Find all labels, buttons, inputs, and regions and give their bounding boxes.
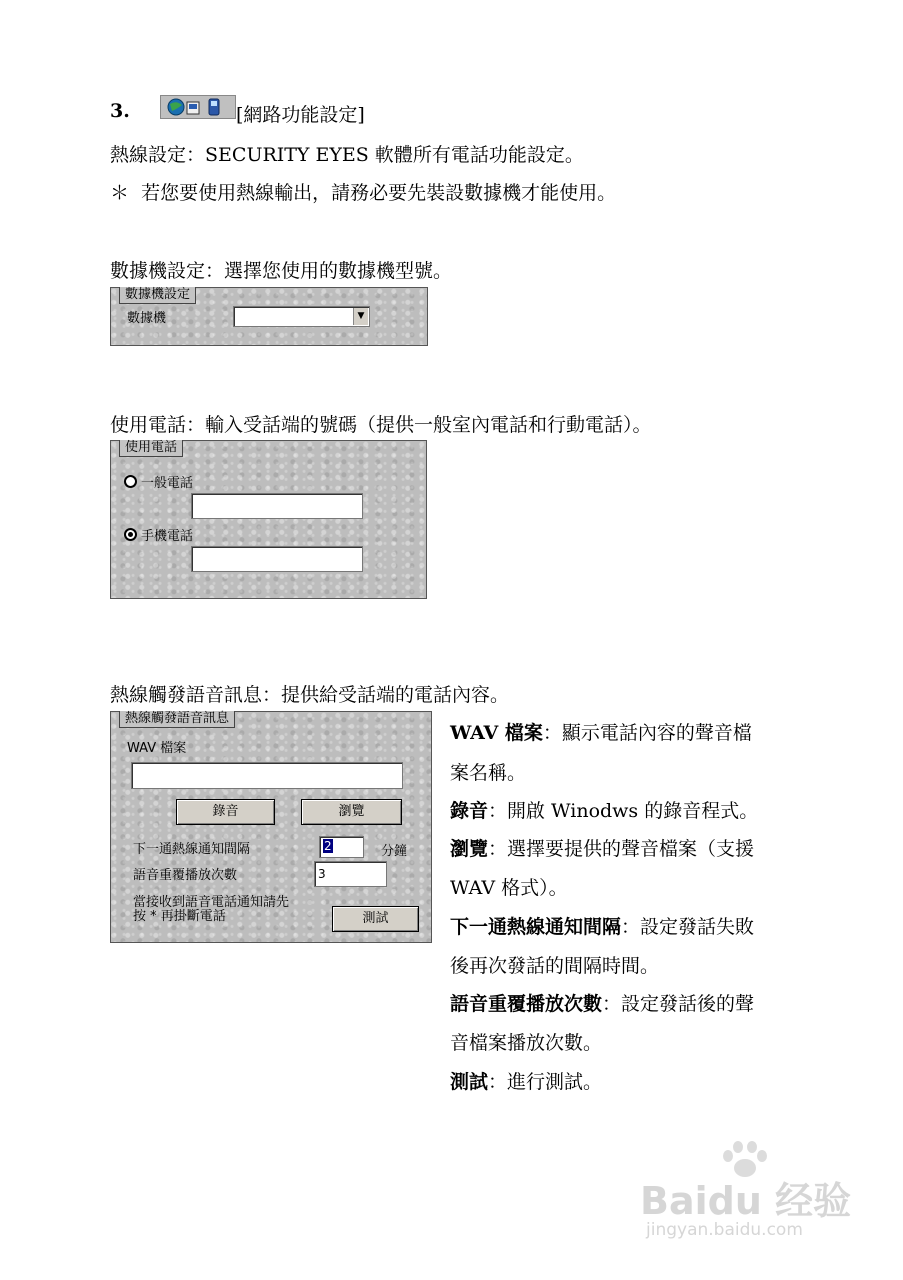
interval-value: 2	[324, 839, 332, 853]
repeat-desc-term: 語音重覆播放次數	[450, 993, 603, 1015]
intro-line	[110, 140, 584, 167]
record-desc-term: 錄音	[450, 800, 489, 822]
intro-label: 熱線設定	[110, 144, 187, 166]
watermark-brand: Baidu 经验	[640, 1179, 852, 1223]
interval-unit: 分鐘	[381, 844, 408, 859]
phone-panel	[110, 440, 427, 599]
voice-caption	[110, 680, 509, 707]
repeat-desc-text1: ：設定發話後的聲	[602, 993, 755, 1015]
repeat-label: 語音重覆播放次數	[133, 868, 238, 883]
interval-input[interactable]	[319, 836, 364, 858]
phone-text: ：輸入受話端的號碼（提供一般室內電話和行動電話）。	[186, 414, 652, 436]
repeat-desc-text2: 音檔案播放次數。	[450, 1032, 603, 1054]
modem-field-label: 數據機	[127, 311, 167, 326]
test-button[interactable]: 測試	[332, 906, 419, 932]
chevron-down-icon[interactable]: ▼	[353, 308, 368, 325]
test-desc-text: ：進行測試。	[488, 1071, 603, 1093]
record-button[interactable]: 錄音	[176, 799, 275, 825]
mobile-input[interactable]	[191, 546, 363, 572]
note-mark: ＊	[110, 182, 130, 204]
browse-desc-text1: ：選擇要提供的聲音檔案（支援	[488, 838, 755, 860]
modem-select[interactable]	[233, 306, 370, 327]
wav-desc-text2: 案名稱。	[450, 762, 527, 784]
modem-text: ：選擇您使用的數據機型號。	[205, 260, 453, 282]
landline-radio[interactable]	[124, 475, 137, 488]
phone-panel-legend: 使用電話	[119, 440, 183, 457]
section-title: [網路功能設定]	[236, 104, 365, 126]
wav-desc-term: WAV 檔案	[450, 722, 543, 744]
browse-button[interactable]: 瀏覽	[301, 799, 402, 825]
modem-caption	[110, 256, 452, 283]
test-desc	[450, 1067, 602, 1094]
hint-line-1: 當接收到語音電話通知請先	[133, 895, 290, 910]
landline-label: 一般電話	[141, 476, 194, 491]
modem-panel-legend: 數據機設定	[119, 287, 196, 304]
phone-caption	[110, 410, 652, 437]
voice-label: 熱線觸發語音訊息	[110, 684, 263, 706]
section-number: 3.	[110, 100, 130, 122]
voice-panel	[110, 711, 432, 943]
mobile-radio[interactable]	[124, 528, 137, 541]
watermark-url: jingyan.baidu.com	[646, 1220, 803, 1240]
record-desc	[450, 796, 758, 823]
wav-desc-line1	[450, 718, 752, 745]
test-desc-term: 測試	[450, 1071, 489, 1093]
record-desc-text: ：開啟 Winodws 的錄音程式。	[488, 800, 759, 822]
note-line	[110, 178, 616, 205]
wav-label: WAV 檔案	[127, 741, 187, 756]
repeat-desc-line1	[450, 989, 754, 1016]
phone-label: 使用電話	[110, 414, 187, 436]
browse-desc-line1	[450, 834, 754, 861]
interval-desc-text1: ：設定發話失敗	[621, 916, 755, 938]
modem-label: 數據機設定	[110, 260, 206, 282]
browse-desc-text2: WAV 格式）。	[450, 877, 568, 899]
interval-desc-term: 下一通熱線通知間隔	[450, 916, 622, 938]
wav-input[interactable]	[131, 762, 403, 789]
intro-text: ：SECURITY EYES 軟體所有電話功能設定。	[186, 144, 584, 166]
network-toolbar-icon	[160, 95, 236, 119]
mobile-label: 手機電話	[141, 529, 194, 544]
landline-input[interactable]	[191, 493, 363, 519]
repeat-input[interactable]: 3	[314, 861, 387, 887]
note-text: 若您要使用熱線輸出，請務必要先裝設數據機才能使用。	[141, 182, 617, 204]
watermark	[640, 1140, 855, 1250]
voice-panel-legend: 熱線觸發語音訊息	[119, 711, 235, 728]
modem-panel	[110, 287, 428, 346]
interval-desc-text2: 後再次發話的間隔時間。	[450, 955, 660, 977]
browse-desc-term: 瀏覽	[450, 838, 489, 860]
interval-desc-line1	[450, 912, 754, 939]
wav-desc-text1: ：顯示電話內容的聲音檔	[542, 722, 752, 744]
voice-text: ：提供給受話端的電話內容。	[262, 684, 510, 706]
hint-line-2: 按 * 再掛斷電話	[133, 909, 226, 924]
interval-label: 下一通熱線通知間隔	[133, 842, 251, 857]
